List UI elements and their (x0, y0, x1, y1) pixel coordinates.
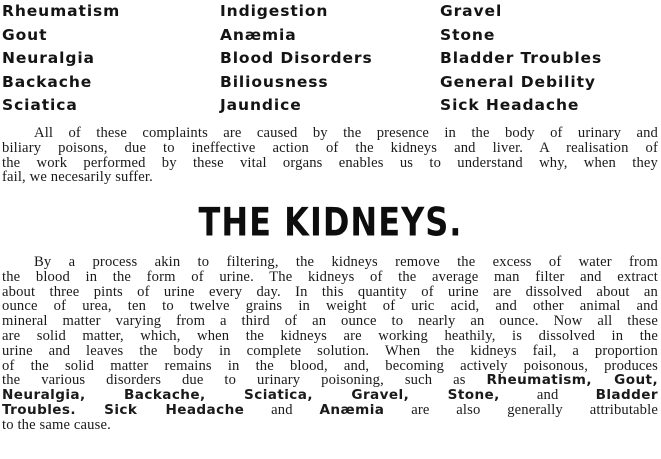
text-line: to the same cause. (2, 416, 111, 433)
section-heading: THE KIDNEYS. (198, 198, 463, 246)
text-line: mineral matter varying from a third of an ounce to nearly an ounce. Now all these (2, 313, 658, 330)
text-line: ounce of urea, ten to twelve grains in weight of uric acid, and other animal and (2, 298, 658, 315)
heading-container (0, 196, 661, 248)
text-line: of the solid matter remains in the blood, and, becoming actively poisonous, produces (2, 357, 658, 374)
ailment-item: Neuralgia (2, 49, 95, 67)
ailment-item: Gravel (440, 2, 503, 20)
emphasis-text: Anæmia (319, 401, 385, 418)
text-segment: and (271, 401, 293, 418)
ailment-item: General Debility (440, 72, 596, 91)
ailment-item: Stone (440, 25, 496, 44)
ailment-column-3 (440, 0, 602, 118)
ailment-list (0, 0, 661, 124)
ailment-item: Indigestion (220, 2, 329, 20)
emphasis-text: Bladder (595, 387, 658, 404)
ailment-column-1 (2, 0, 120, 118)
ailment-item: Gout (2, 25, 48, 44)
text-segment: All of these complaints are caused by the presence in the body of urinary and (34, 125, 658, 141)
ailment-item: Bladder Troubles (440, 49, 603, 67)
ailment-item: Jaundice (220, 96, 302, 114)
text-line: about three pints of urine every day. In this quantity of urine are dissolved about an (2, 283, 658, 300)
emphasis-text: Rheumatism, Gout, (486, 372, 659, 389)
text-segment: the various disorders due to urinary poisoning, such as (2, 372, 466, 389)
text-line: the work performed by these vital organs enables us to understand why, when they (2, 154, 658, 171)
text-line (2, 126, 658, 141)
intro-paragraph (2, 126, 658, 185)
text-line: fail, we necesarily suffer. (2, 169, 153, 186)
emphasis-text: Neuralgia, Backache, Sciatica, Gravel, Stone, (2, 387, 500, 404)
text-line (2, 373, 658, 388)
text-line: the blood in the form of urine. The kidneys of the average man filter and extract (2, 268, 658, 285)
text-segment: and (536, 387, 559, 404)
ailment-item: Biliousness (220, 72, 329, 91)
text-line: urine and leaves the body in complete solution. When the kidneys fail, a proportion (2, 342, 658, 359)
ailment-item: Sciatica (2, 96, 78, 114)
ailment-item: Blood Disorders (220, 49, 373, 67)
ailment-item: Backache (2, 72, 93, 91)
text-line: biliary poisons, due to ineffective action of the kidneys and liver. A realisation of (2, 139, 658, 156)
text-segment: By a process akin to filtering, the kidneys remove the excess of water from (34, 254, 658, 270)
text-line (2, 403, 658, 418)
ailment-item: Sick Headache (440, 96, 580, 114)
text-line (2, 388, 658, 403)
text-segment: are also generally attributable (411, 401, 658, 418)
text-line: are solid matter, which, when the kidneys are working heathily, is dissolved in the (2, 327, 658, 344)
ailment-item: Rheumatism (2, 2, 121, 20)
text-line (2, 255, 658, 270)
emphasis-text: Troubles. Sick Headache (2, 401, 245, 418)
ailment-item: Anæmia (220, 25, 297, 44)
ailment-column-2 (220, 0, 373, 118)
body-paragraph (2, 255, 658, 433)
